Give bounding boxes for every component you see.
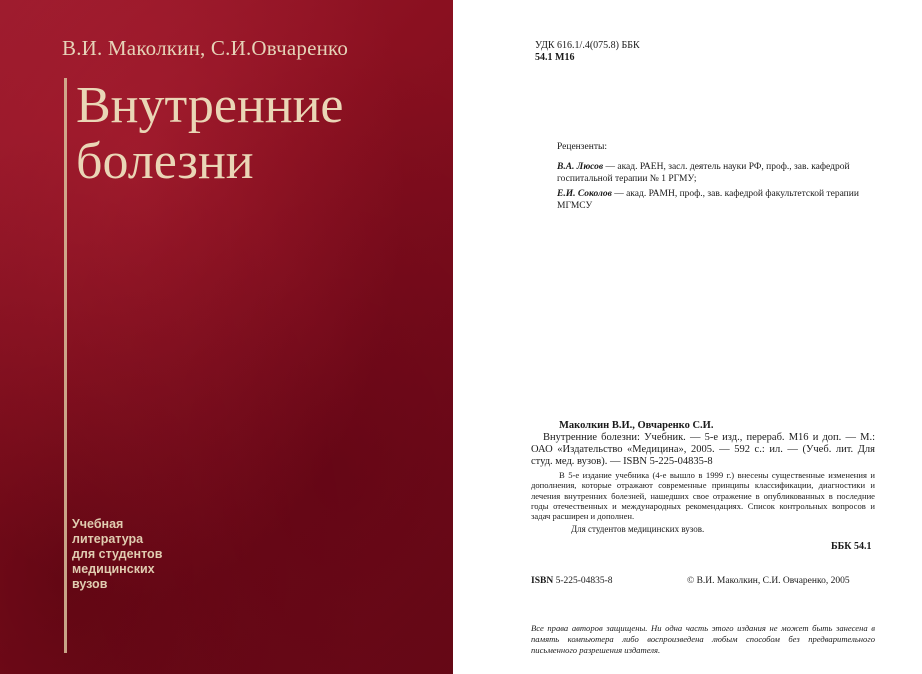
reviewer-entry [557, 161, 867, 185]
imprint-page [453, 0, 922, 674]
bibliographic-record [531, 420, 875, 535]
copyright-notice: © В.И. Маколкин, С.И. Овчаренко, 2005 [687, 576, 850, 586]
isbn-line [531, 576, 875, 586]
biblio-description: Внутренние болезни: Учебник. — 5-е изд., перераб. М16 и доп. — М.: ОАО «Издательство «Медицина», 2005. — 592 с.: ил. — (Учеб. лит. Для студ. мед. вузов). — ISBN 5-225-04835-8 [531, 432, 875, 467]
series-line: медицинских [72, 562, 155, 576]
book-cover [0, 0, 453, 674]
cover-title-line-2: болезни [76, 133, 254, 190]
bbk-code: 54.1 М16 [535, 52, 575, 63]
audience-note: Для студентов медицинских вузов. [571, 524, 705, 535]
reviewer-name: Е.И. Соколов [557, 189, 612, 199]
rights-notice: Все права авторов защищены. Ни одна часть этого издания не может быть занесена в память компьютера либо воспроизведена любым способом без предварительного письменного разрешения издателя. [531, 623, 875, 655]
reviewer-name: В.А. Люсов [557, 162, 604, 172]
cover-title-line-1: Внутренние [76, 77, 344, 134]
reviewer-text: — акад. РАМН, проф., зав. кафедрой факультетской терапии МГМСУ [557, 189, 859, 211]
reviewers-block [557, 141, 867, 215]
cover-title [76, 78, 436, 190]
series-line: литература [72, 532, 144, 546]
cover-series [72, 517, 232, 592]
series-line: Учебная [72, 517, 124, 531]
udk-line: УДК 616.1/.4(075.8) ББК [535, 40, 640, 51]
cover-vertical-rule [64, 78, 67, 653]
reviewers-heading: Рецензенты: [557, 142, 607, 152]
isbn-label: ISBN [531, 576, 554, 586]
reviewer-entry [557, 188, 867, 212]
udk-block [535, 40, 640, 64]
reviewer-text: — акад. РАЕН, засл. деятель науки РФ, проф., зав. кафедрой госпитальной терапии № 1 РГМУ; [557, 162, 850, 184]
cover-authors: В.И. Маколкин, С.И.Овчаренко [62, 36, 349, 60]
series-line: вузов [72, 577, 108, 591]
series-line: для студентов [72, 547, 163, 561]
annotation: В 5-е издание учебника (4-е вышло в 1999 г.) внесены существенные изменения и дополнения, которые отражают современные принципы классификации, диагностики и лечения внутренних болезней, нашедших свое отражение в опубликованных в последние годы отечественных и международных рекомендациях. Список контрольных вопросов и задач расширен и дополнен. [531, 470, 875, 522]
biblio-authors: Маколкин В.И., Овчаренко С.И. [559, 420, 714, 431]
bbk-index: ББК 54.1 [831, 541, 872, 552]
isbn-number: 5-225-04835-8 [553, 576, 613, 586]
